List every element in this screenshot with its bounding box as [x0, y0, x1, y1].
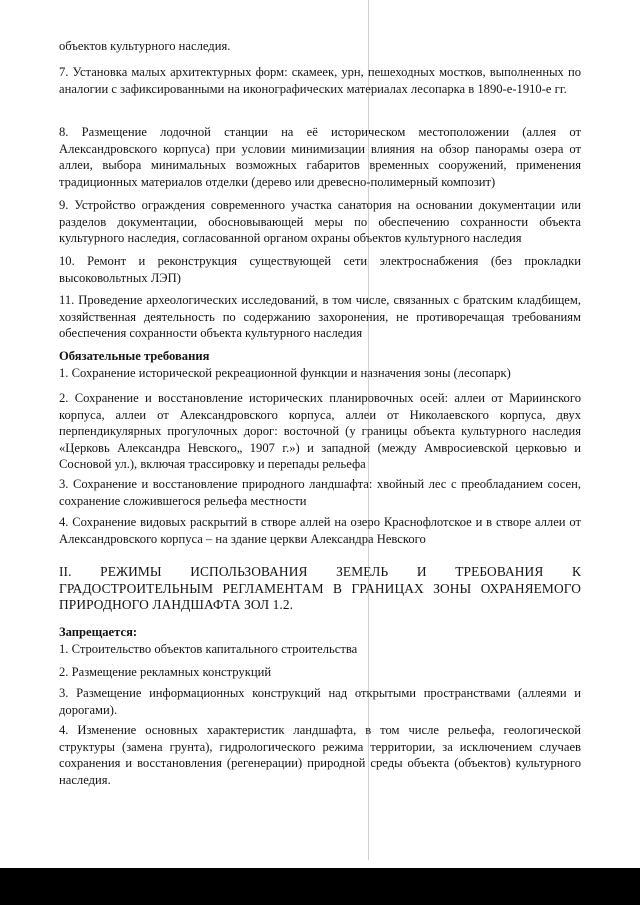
requirement-item-4: 4. Сохранение видовых раскрытий в створе аллей на озеро Краснофлотское и в створе аллеи от Александровского корпуса – на здание церкви Александра Невского [59, 515, 581, 546]
section-title-ii: II. РЕЖИМЫ ИСПОЛЬЗОВАНИЯ ЗЕМЕЛЬ И ТРЕБОВАНИЯ К ГРАДОСТРОИТЕЛЬНЫМ РЕГЛАМЕНТАМ В ГРАНИЦАХ ЗОНЫ ОХРАНЯЕМОГО ПРИРОДНОГО ЛАНДШАФТА ЗОЛ 1.2. [59, 564, 581, 613]
paragraph-item-9: 9. Устройство ограждения современного участка санатория на основании документации или разделов документации, обосновывающей меры по обеспечению сохранности объекта культурного наследия, согласованной органом охраны объектов культурного наследия [59, 198, 581, 245]
paragraph-item-8: 8. Размещение лодочной станции на её историческом местоположении (аллея от Александровского корпуса) при условии минимизации влияния на обзор панорамы озера от аллеи, выбора минимальных возможных габаритов временных сооружений, применения традиционных материалов отделки (дерево или древесно-полимерный композит) [59, 125, 581, 189]
scan-bottom-border [0, 868, 640, 905]
prohibited-item-2: 2. Размещение рекламных конструкций [59, 665, 272, 679]
paragraph-item-10: 10. Ремонт и реконструкция существующей сети электроснабжения (без прокладки высоковольтных ЛЭП) [59, 254, 581, 285]
paragraph-item-7: 7. Установка малых архитектурных форм: скамеек, урн, пешеходных мостков, выполненных по аналогии с зафиксированными на иконографических материалах лесопарка в 1890-е-1910-е гг. [59, 65, 581, 96]
prohibited-item-1: 1. Строительство объектов капитального строительства [59, 642, 358, 656]
section-heading-prohibited: Запрещается: [59, 625, 138, 639]
section-heading-mandatory: Обязательные требования [59, 349, 210, 363]
requirement-item-1: 1. Сохранение исторической рекреационной функции и назначения зоны (лесопарк) [59, 366, 511, 380]
prohibited-item-3: 3. Размещение информационных конструкций над открытыми пространствами (аллеями и дорогами). [59, 686, 581, 717]
requirement-item-2: 2. Сохранение и восстановление исторических планировочных осей: аллеи от Мариинского корпуса, аллеи от Александровского корпуса, аллеи от Николаевского корпуса, двух перпендикулярных прогулочных дорог: восточной (у границы объекта культурного наследия «Церковь Александра Невского„ 1907 г.») и западной (между Амвросиевской церковью и Сосновой ул.), включая трассировку и перепады рельефа [59, 391, 581, 471]
scan-fold-line [368, 0, 369, 860]
paragraph-item-11: 11. Проведение археологических исследований, в том числе, связанных с братским кладбищем, хозяйственная деятельность по содержанию захоронения, не противоречащая требованиям обеспечения сохранности объекта культурного наследия [59, 293, 581, 340]
paragraph-continuation: объектов культурного наследия. [59, 39, 231, 53]
requirement-item-3: 3. Сохранение и восстановление природного ландшафта: хвойный лес с преобладанием сосен, сохранение сложившегося рельефа местности [59, 477, 581, 508]
prohibited-item-4: 4. Изменение основных характеристик ландшафта, в том числе рельефа, геологической структуры (замена грунта), гидрологического режима территории, за исключением случаев сохранения и восстановления (регенерации) природной среды объекта (объектов) культурного наследия. [59, 723, 581, 787]
